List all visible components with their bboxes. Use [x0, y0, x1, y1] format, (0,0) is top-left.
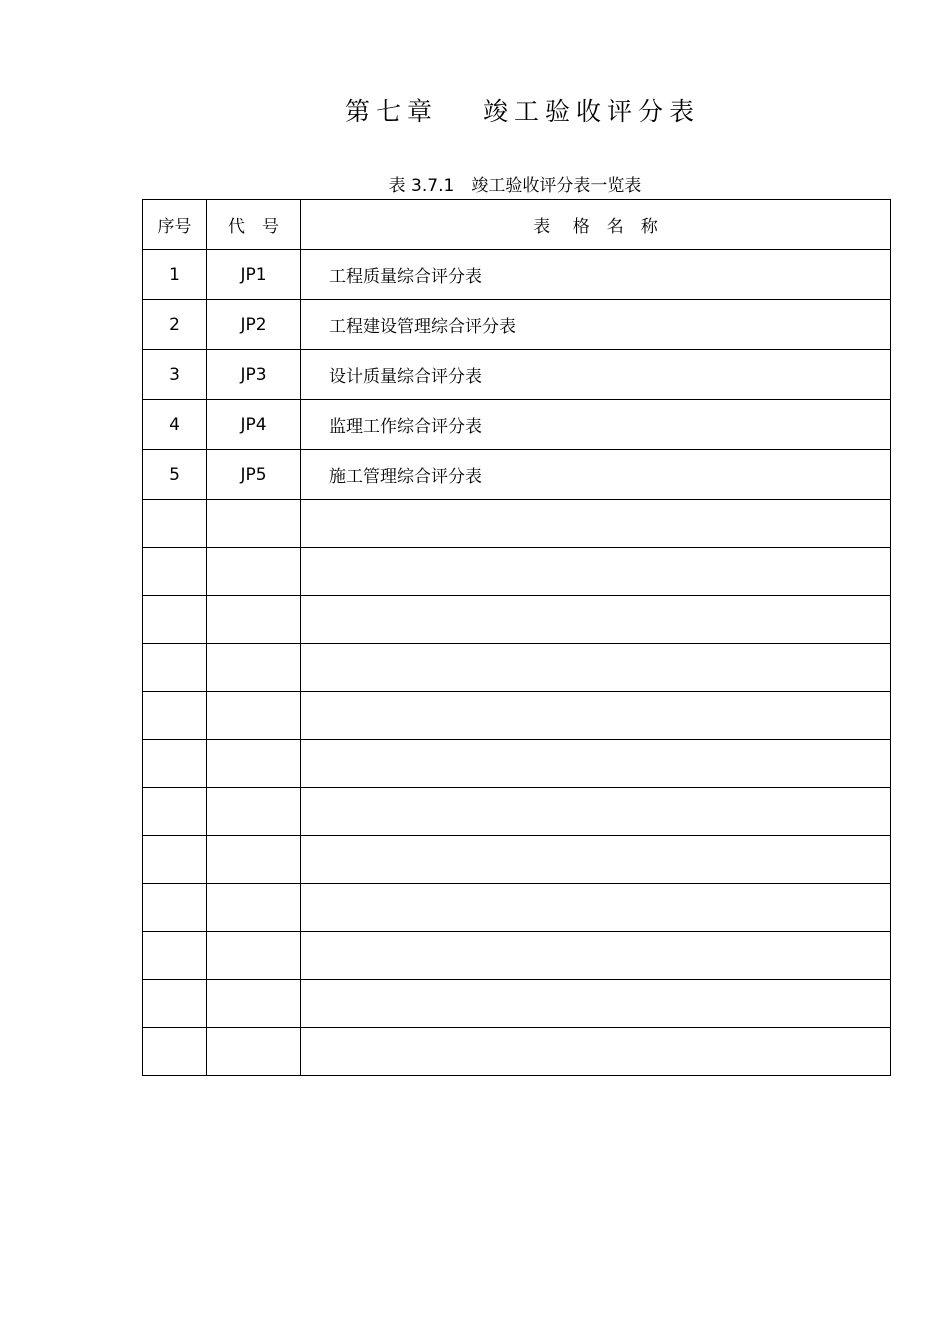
empty-cell-no — [143, 692, 207, 740]
table-caption: 表 3.7.1 竣工验收评分表一览表 — [388, 176, 642, 196]
empty-table-row — [143, 884, 891, 932]
empty-cell-no — [143, 596, 207, 644]
empty-cell-name — [301, 1028, 891, 1076]
empty-table-row — [143, 836, 891, 884]
header-no: 序号 — [143, 200, 207, 250]
row-code: JP3 — [207, 350, 301, 400]
empty-cell-no — [143, 932, 207, 980]
empty-cell-name — [301, 836, 891, 884]
row-code: JP4 — [207, 400, 301, 450]
empty-cell-code — [207, 1028, 301, 1076]
empty-cell-code — [207, 548, 301, 596]
empty-table-row — [143, 644, 891, 692]
empty-cell-code — [207, 932, 301, 980]
empty-cell-no — [143, 788, 207, 836]
row-no: 4 — [143, 400, 207, 450]
row-name: 设计质量综合评分表 — [301, 350, 891, 400]
empty-cell-name — [301, 596, 891, 644]
empty-table-row — [143, 1028, 891, 1076]
empty-cell-code — [207, 644, 301, 692]
empty-table-row — [143, 692, 891, 740]
empty-cell-no — [143, 644, 207, 692]
row-name: 施工管理综合评分表 — [301, 450, 891, 500]
empty-cell-name — [301, 644, 891, 692]
empty-cell-no — [143, 980, 207, 1028]
row-name: 工程建设管理综合评分表 — [301, 300, 891, 350]
empty-cell-name — [301, 884, 891, 932]
empty-cell-no — [143, 548, 207, 596]
empty-cell-name — [301, 692, 891, 740]
empty-cell-no — [143, 740, 207, 788]
empty-cell-name — [301, 548, 891, 596]
empty-table-row — [143, 500, 891, 548]
score-table — [142, 199, 891, 1076]
empty-cell-no — [143, 836, 207, 884]
table-row — [143, 250, 891, 300]
row-no: 5 — [143, 450, 207, 500]
empty-table-row — [143, 788, 891, 836]
table-row — [143, 400, 891, 450]
empty-cell-no — [143, 884, 207, 932]
empty-cell-code — [207, 692, 301, 740]
empty-cell-name — [301, 500, 891, 548]
header-name: 表 格 名 称 — [301, 200, 891, 250]
header-code: 代 号 — [207, 200, 301, 250]
empty-cell-code — [207, 500, 301, 548]
empty-table-row — [143, 596, 891, 644]
empty-cell-name — [301, 980, 891, 1028]
row-code: JP1 — [207, 250, 301, 300]
row-code: JP2 — [207, 300, 301, 350]
empty-cell-code — [207, 740, 301, 788]
table-row — [143, 450, 891, 500]
row-name: 工程质量综合评分表 — [301, 250, 891, 300]
row-name: 监理工作综合评分表 — [301, 400, 891, 450]
row-code: JP5 — [207, 450, 301, 500]
row-no: 3 — [143, 350, 207, 400]
empty-cell-code — [207, 836, 301, 884]
empty-cell-code — [207, 788, 301, 836]
row-no: 1 — [143, 250, 207, 300]
empty-cell-code — [207, 980, 301, 1028]
chapter-title: 第七章 竣工验收评分表 — [345, 97, 700, 126]
empty-cell-code — [207, 596, 301, 644]
empty-table-row — [143, 932, 891, 980]
empty-cell-code — [207, 884, 301, 932]
empty-table-row — [143, 980, 891, 1028]
table-row — [143, 350, 891, 400]
table-header-row — [143, 200, 891, 250]
score-table-container — [142, 199, 890, 1076]
table-row — [143, 300, 891, 350]
empty-cell-no — [143, 1028, 207, 1076]
empty-cell-name — [301, 932, 891, 980]
empty-cell-no — [143, 500, 207, 548]
empty-cell-name — [301, 788, 891, 836]
empty-table-row — [143, 548, 891, 596]
empty-cell-name — [301, 740, 891, 788]
row-no: 2 — [143, 300, 207, 350]
empty-table-row — [143, 740, 891, 788]
